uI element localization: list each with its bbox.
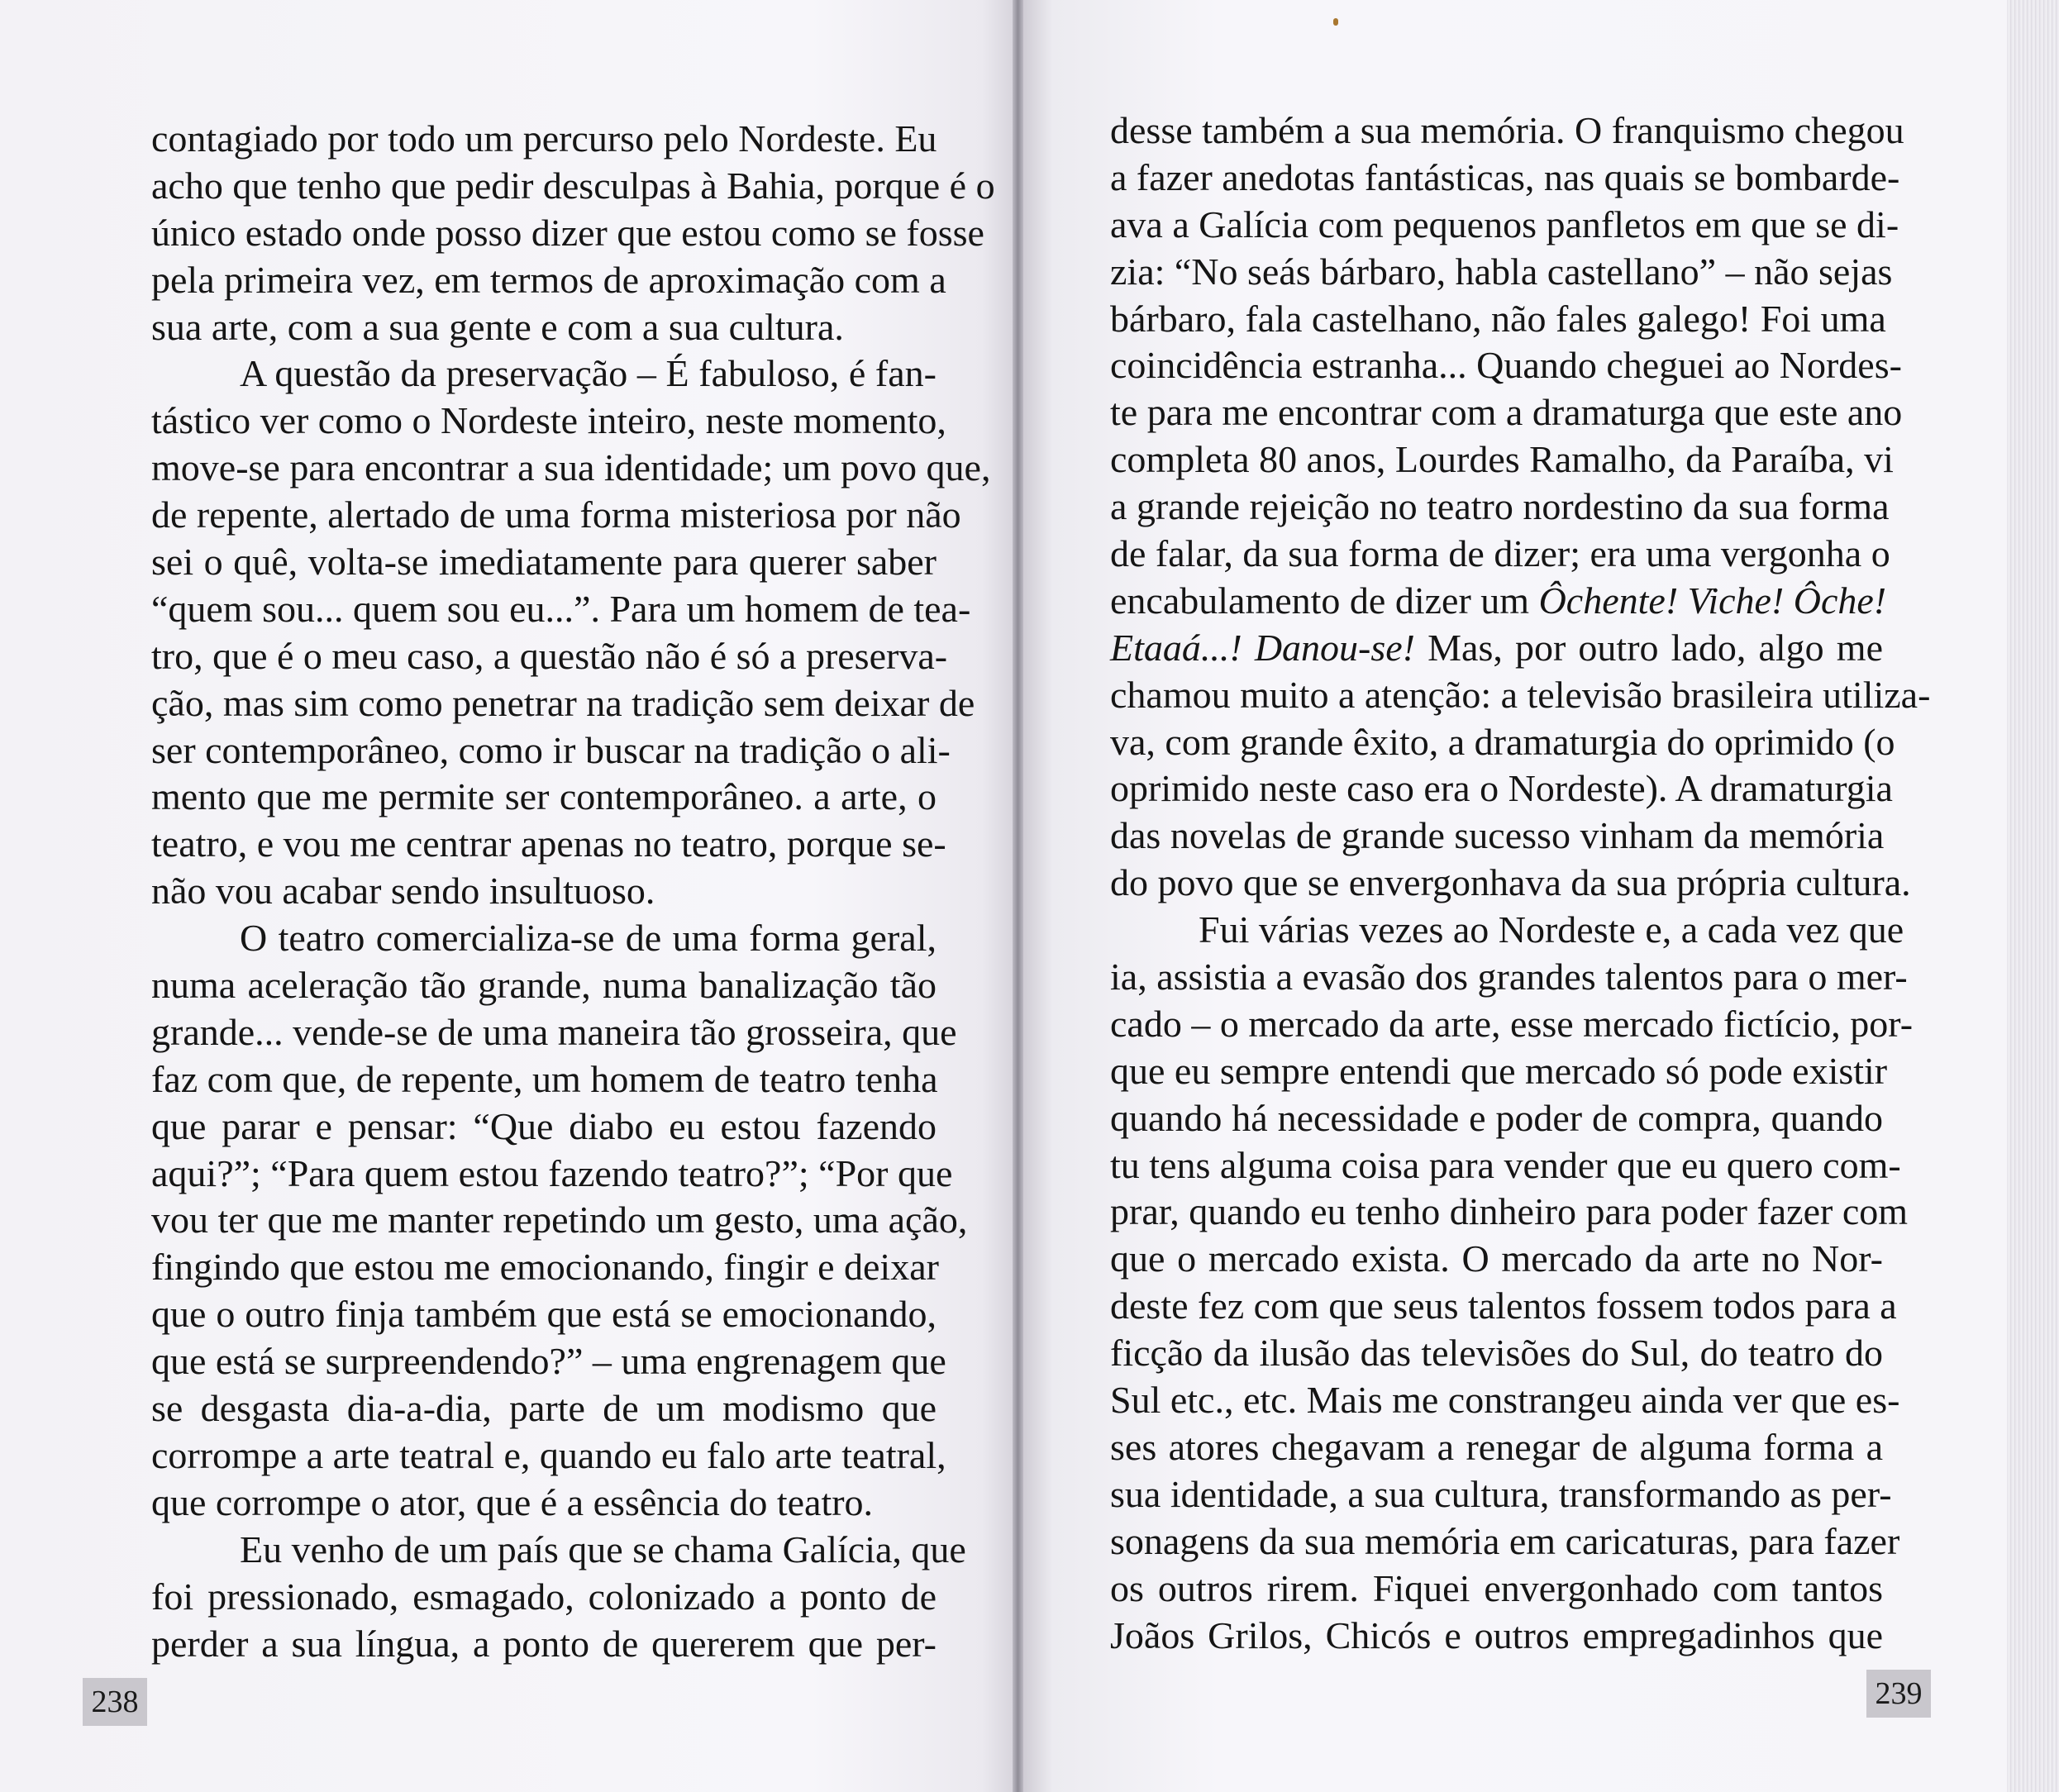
text-segment: encabulamento de dizer um xyxy=(1110,579,1539,622)
text-line: prar, quando eu tenho dinheiro para poder fazer com xyxy=(1110,1190,1909,1233)
text-line xyxy=(1110,625,1883,672)
text-line: sonagens da sua memória em caricaturas, para fazer xyxy=(1110,1519,1900,1562)
text-line: das novelas de grande sucesso vinham da memória xyxy=(1110,814,1885,857)
page-number: 239 xyxy=(1866,1670,1931,1718)
text-line: de falar, da sua forma de dizer; era uma vergonha o xyxy=(1110,532,1890,575)
text-line: va, com grande êxito, a dramaturgia do oprimido (o xyxy=(1110,720,1895,763)
text-line: fingindo que estou me emocionando, fingir e deixar xyxy=(151,1246,939,1289)
text-line: O teatro comercializa-se de uma forma geral, xyxy=(240,917,937,960)
text-line: ção, mas sim como penetrar na tradição sem deixar de xyxy=(151,681,975,724)
text-line: numa aceleração tão grande, numa banalização tão xyxy=(151,964,937,1007)
text-line: coincidência estranha... Quando cheguei ao Nordes- xyxy=(1110,344,1902,387)
text-line: corrompe a arte teatral e, quando eu falo arte teatral, xyxy=(151,1433,946,1476)
italic-exclamations: Ôchente! Viche! Ôche! xyxy=(1538,579,1887,622)
text-line: ia, assistia a evasão dos grandes talentos para o mer- xyxy=(1110,956,1908,998)
left-page-text xyxy=(151,116,995,1667)
text-line: os outros rirem. Fiquei envergonhado com tantos xyxy=(1110,1566,1883,1609)
text-line: a grande rejeição no teatro nordestino da sua forma xyxy=(1110,485,1890,528)
text-line: oprimido neste caso era o Nordeste). A dramaturgia xyxy=(1110,767,1893,810)
text-line: sua arte, com a sua gente e com a sua cultura. xyxy=(151,305,844,348)
text-line: contagiado por todo um percurso pelo Nordeste. Eu xyxy=(151,117,937,160)
text-line: que eu sempre entendi que mercado só pode existir xyxy=(1110,1049,1888,1092)
text-line: deste fez com que seus talentos fossem todos para a xyxy=(1110,1284,1897,1327)
text-line: aqui?”; “Para quem estou fazendo teatro?”; “Por que xyxy=(151,1151,953,1194)
text-line: acho que tenho que pedir desculpas à Bahia, porque é o xyxy=(151,164,995,207)
text-line: quando há necessidade e poder de compra, quando xyxy=(1110,1096,1883,1139)
page-number: 238 xyxy=(83,1678,147,1726)
text-line: que corrompe o ator, que é a essência do teatro. xyxy=(151,1480,874,1523)
text-line: grande... vende-se de uma maneira tão grosseira, que xyxy=(151,1010,957,1053)
text-line: pela primeira vez, em termos de aproximação com a xyxy=(151,258,946,301)
text-line: Joãos Grilos, Chicós e outros empregadinhos que xyxy=(1110,1613,1883,1656)
text-line: ser contemporâneo, como ir buscar na tradição o ali- xyxy=(151,728,951,771)
text-line: ses atores chegavam a renegar de alguma forma a xyxy=(1110,1425,1883,1468)
text-line: te para me encontrar com a dramaturga que este ano xyxy=(1110,391,1903,434)
italic-exclamations: Etaaá...! Danou-se! xyxy=(1110,626,1415,669)
text-line: bárbaro, fala castelhano, não fales galego! Foi uma xyxy=(1110,297,1886,340)
text-line: que o outro finja também que está se emocionando, xyxy=(151,1293,937,1336)
left-page xyxy=(0,0,1013,1792)
text-line: A questão da preservação – É fabuloso, é fan- xyxy=(240,352,937,395)
right-page-text xyxy=(1110,107,1931,1659)
text-line: vou ter que me manter repetindo um gesto, uma ação, xyxy=(151,1199,968,1242)
text-line: cado – o mercado da arte, esse mercado fictício, por- xyxy=(1110,1002,1914,1045)
text-line: move-se para encontrar a sua identidade; um povo que, xyxy=(151,446,991,489)
text-line: chamou muito a atenção: a televisão brasileira utiliza- xyxy=(1110,673,1931,716)
text-line: tu tens alguma coisa para vender que eu quero com- xyxy=(1110,1143,1901,1186)
text-line: se desgasta dia-a-dia, parte de um modismo que xyxy=(151,1387,937,1430)
text-line: Fui várias vezes ao Nordeste e, a cada vez que xyxy=(1199,908,1904,951)
text-line: único estado onde posso dizer que estou como se fosse xyxy=(151,211,984,254)
text-line: perder a sua língua, a ponto de quererem que per- xyxy=(151,1622,937,1665)
ink-speck xyxy=(1333,18,1338,26)
text-line: teatro, e vou me centrar apenas no teatro, porque se- xyxy=(151,822,946,865)
text-line: que parar e pensar: “Que diabo eu estou fazendo xyxy=(151,1104,937,1147)
text-line: sei o quê, volta-se imediatamente para querer saber xyxy=(151,541,937,584)
book-gutter xyxy=(1013,0,1023,1792)
text-line: ava a Galícia com pequenos panfletos em que se di- xyxy=(1110,203,1899,245)
text-line xyxy=(1110,578,1887,625)
text-line: ficção da ilusão das televisões do Sul, do teatro do xyxy=(1110,1332,1883,1375)
text-line: sua identidade, a sua cultura, transformando as per- xyxy=(1110,1472,1892,1515)
text-line: Eu venho de um país que se chama Galícia, que xyxy=(240,1527,966,1570)
text-line: zia: “No seás bárbaro, habla castellano” – não sejas xyxy=(1110,250,1893,293)
text-line: “quem sou... quem sou eu...”. Para um homem de tea- xyxy=(151,587,971,630)
text-line: tro, que é o meu caso, a questão não é só a preserva- xyxy=(151,634,948,677)
text-line: de repente, alertado de uma forma misteriosa por não xyxy=(151,493,961,536)
text-line: que o mercado exista. O mercado da arte no Nor- xyxy=(1110,1237,1883,1280)
text-line: completa 80 anos, Lourdes Ramalho, da Paraíba, vi xyxy=(1110,438,1894,481)
text-line: do povo que se envergonhava da sua própria cultura. xyxy=(1110,861,1911,904)
text-line: a fazer anedotas fantásticas, nas quais se bombarde- xyxy=(1110,155,1900,198)
text-line: faz com que, de repente, um homem de teatro tenha xyxy=(151,1057,938,1100)
text-line: que está se surpreendendo?” – uma engrenagem que xyxy=(151,1340,946,1383)
text-line: não vou acabar sendo insultuoso. xyxy=(151,870,655,913)
page-edges xyxy=(2007,0,2059,1792)
text-line: tástico ver como o Nordeste inteiro, neste momento, xyxy=(151,399,946,442)
text-segment: Mas, por outro lado, algo me xyxy=(1415,626,1883,669)
text-line: mento que me permite ser contemporâneo. a arte, o xyxy=(151,775,937,818)
text-line: foi pressionado, esmagado, colonizado a ponto de xyxy=(151,1575,937,1618)
text-line: desse também a sua memória. O franquismo chegou xyxy=(1110,109,1904,151)
right-page xyxy=(1023,0,2007,1792)
text-line: Sul etc., etc. Mais me constrangeu ainda ver que es- xyxy=(1110,1379,1900,1422)
